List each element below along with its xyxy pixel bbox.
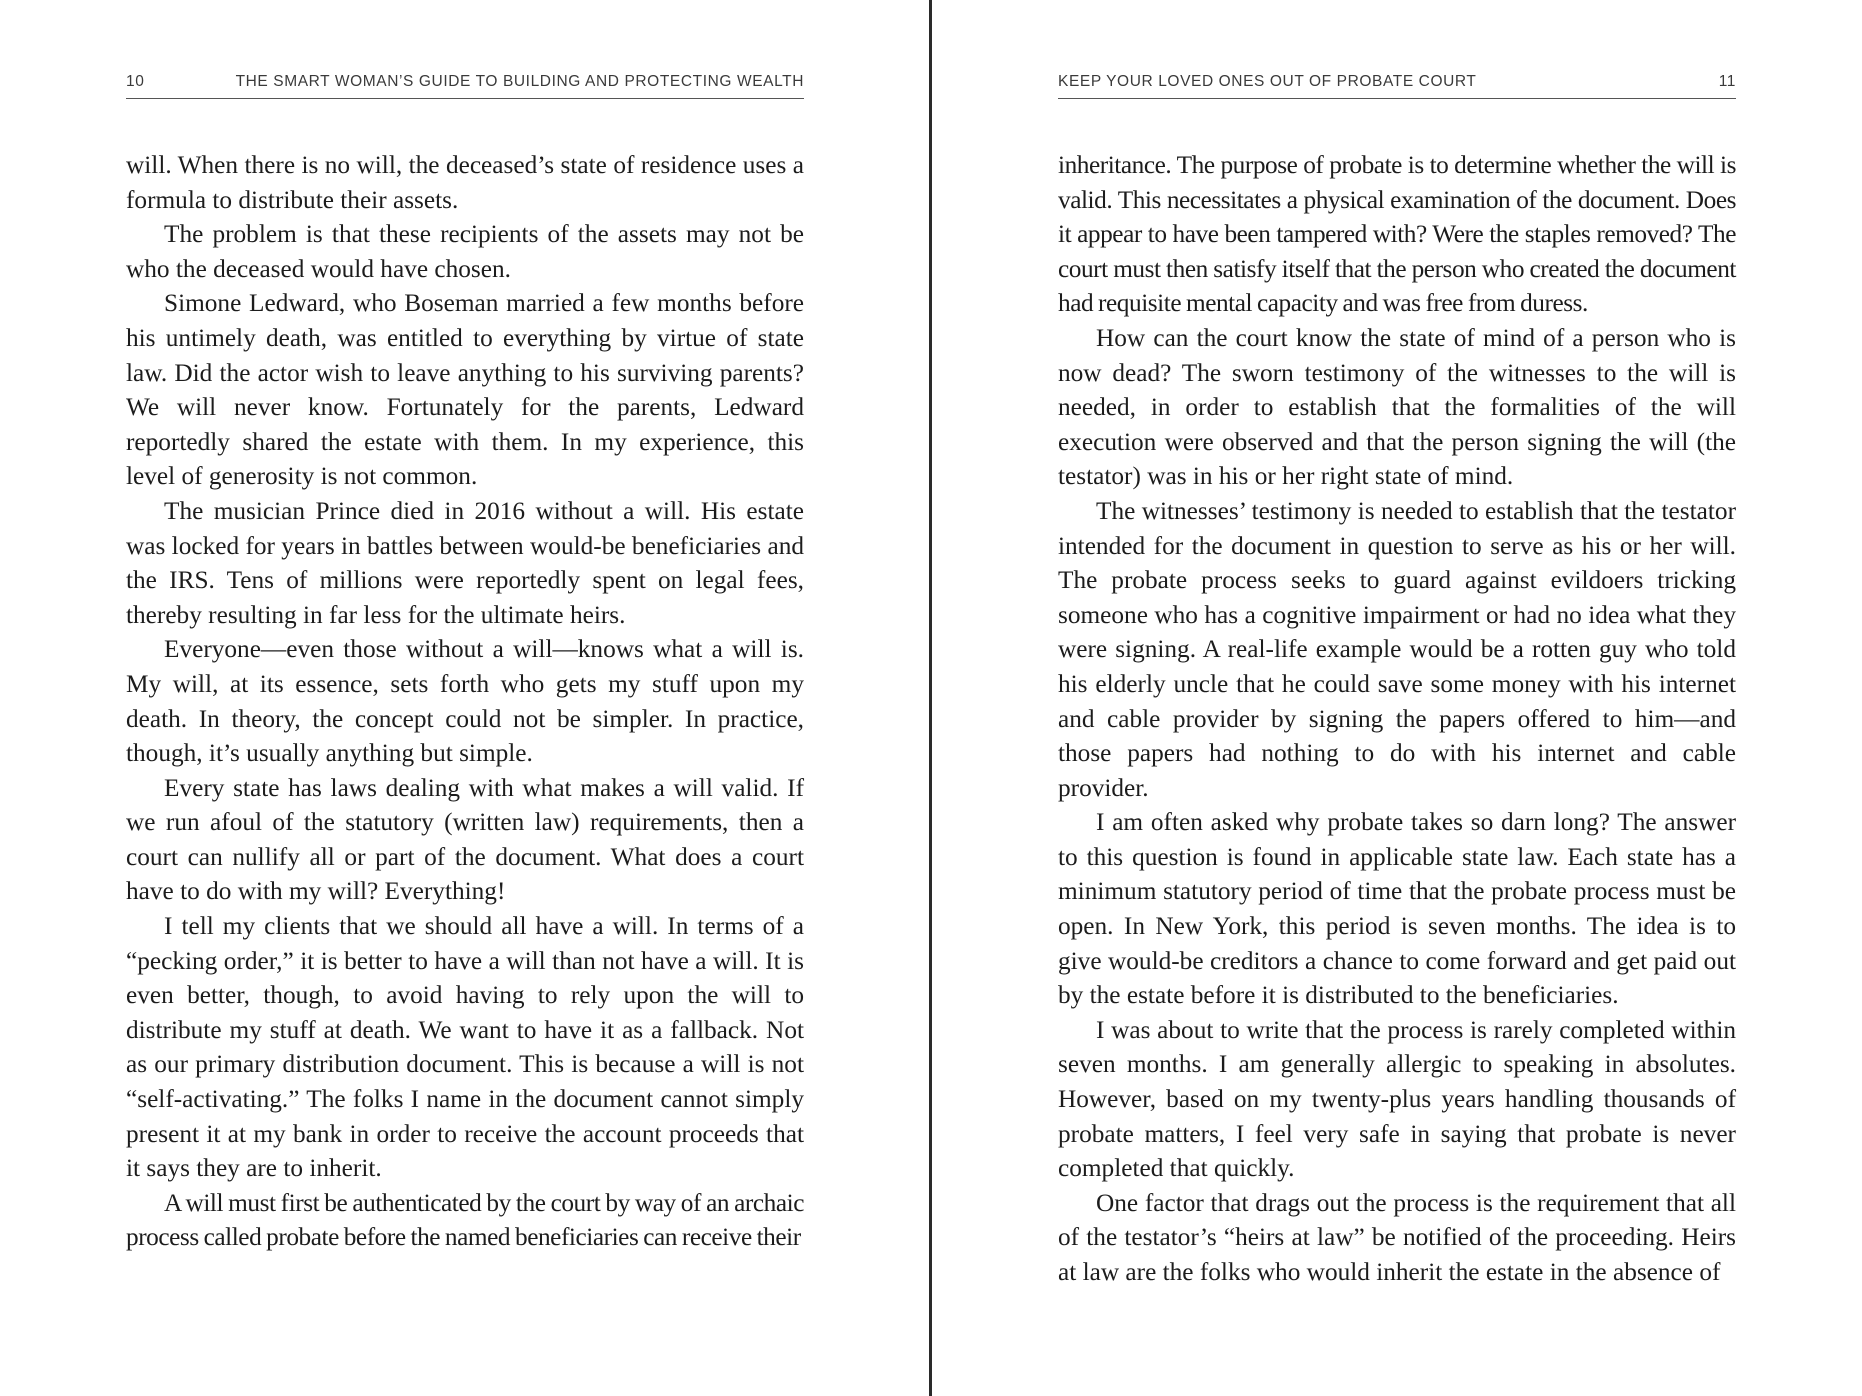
paragraph: A will must first be authenticated by the court by way of an archaic process called probate before the named beneficiaries can receive their (126, 1188, 804, 1252)
paragraph: I was about to write that the process is rarely completed within seven months. I am generally allergic to speaking in absolutes. However, based on my twenty-plus years handling thousands of probate matters, I feel very safe in saying that probate is never completed that quickly. (1058, 1015, 1736, 1183)
paragraph: Every state has laws dealing with what makes a will valid. If we run afoul of the statutory (written law) requirements, then a court can nullify all or part of the document. What does a court have to do with my will? Everything! (126, 773, 804, 906)
page-number: 11 (1718, 73, 1736, 90)
page-number: 10 (126, 73, 145, 90)
paragraph: inheritance. The purpose of probate is to determine whether the will is valid. This necessitates a physical examination of the document. Does it appear to have been tampered with? Were the staples removed? The court must then satisfy itself that the person who created the document had requisite mental capacity and was free from duress. (1058, 151, 1736, 318)
left-page-body (126, 148, 804, 1255)
running-head: KEEP YOUR LOVED ONES OUT OF PROBATE COURT (1058, 73, 1477, 90)
paragraph: The musician Prince died in 2016 without a will. His estate was locked for years in battles between would-be beneficiaries and the IRS. Tens of millions were reportedly spent on legal fees, thereby resulting in far less for the ultimate heirs. (126, 496, 804, 629)
right-page-body (1058, 148, 1736, 1290)
paragraph: One factor that drags out the process is the requirement that all of the testator’s “heirs at law” be notified of the proceeding. Heirs at law are the folks who would inherit the estate in the absence of (1058, 1188, 1736, 1286)
paragraph: The problem is that these recipients of the assets may not be who the deceased would have chosen. (126, 220, 804, 283)
left-page-header (126, 73, 804, 99)
paragraph: I am often asked why probate takes so darn long? The answer to this question is found in applicable state law. Each state has a minimum statutory period of time that the probate process must be open. In New York, this period is seven months. The idea is to give would-be creditors a chance to come forward and get paid out by the estate before it is distributed to the beneficiaries. (1058, 808, 1736, 1010)
paragraph: Simone Ledward, who Boseman married a few months before his untimely death, was entitled to everything by virtue of state law. Did the actor wish to leave anything to his surviving parents? We will never know. Fortunately for the parents, Ledward reportedly shared the estate with them. In my experience, this level of generosity is not common. (126, 289, 804, 491)
paragraph: Everyone—even those without a will—knows what a will is. My will, at its essence, sets forth who gets my stuff upon my death. In theory, the concept could not be simpler. In practice, though, it’s usually anything but simple. (126, 635, 804, 768)
paragraph: The witnesses’ testimony is needed to establish that the testator intended for the document in question to serve as his or her will. The probate process seeks to guard against evildoers tricking someone who has a cognitive impairment or had no idea what they were signing. A real-life example would be a rotten guy who told his elderly uncle that he could save some money with his internet and cable provider by signing the papers offered to him—and those papers had nothing to do with his internet and cable provider. (1058, 496, 1736, 802)
right-page-header (1058, 73, 1736, 99)
left-page (0, 0, 930, 1396)
right-page (932, 0, 1862, 1396)
paragraph: How can the court know the state of mind of a person who is now dead? The sworn testimony of the witnesses to the will is needed, in order to establish that the formalities of the will execution were observed and that the person signing the will (the testator) was in his or her right state of mind. (1058, 323, 1736, 491)
paragraph: I tell my clients that we should all have a will. In terms of a “pecking order,” it is better to have a will than not have a will. It is even better, though, to avoid having to rely upon the will to distribute my stuff at death. We want to have it as a fallback. Not as our primary distribution document. This is because a will is not “self-activating.” The folks I name in the document cannot simply present it at my bank in order to receive the account proceeds that it says they are to inherit. (126, 912, 804, 1183)
paragraph: will. When there is no will, the deceased’s state of residence uses a formula to distribute their assets. (126, 151, 804, 214)
running-head: THE SMART WOMAN’S GUIDE TO BUILDING AND PROTECTING WEALTH (235, 73, 804, 90)
